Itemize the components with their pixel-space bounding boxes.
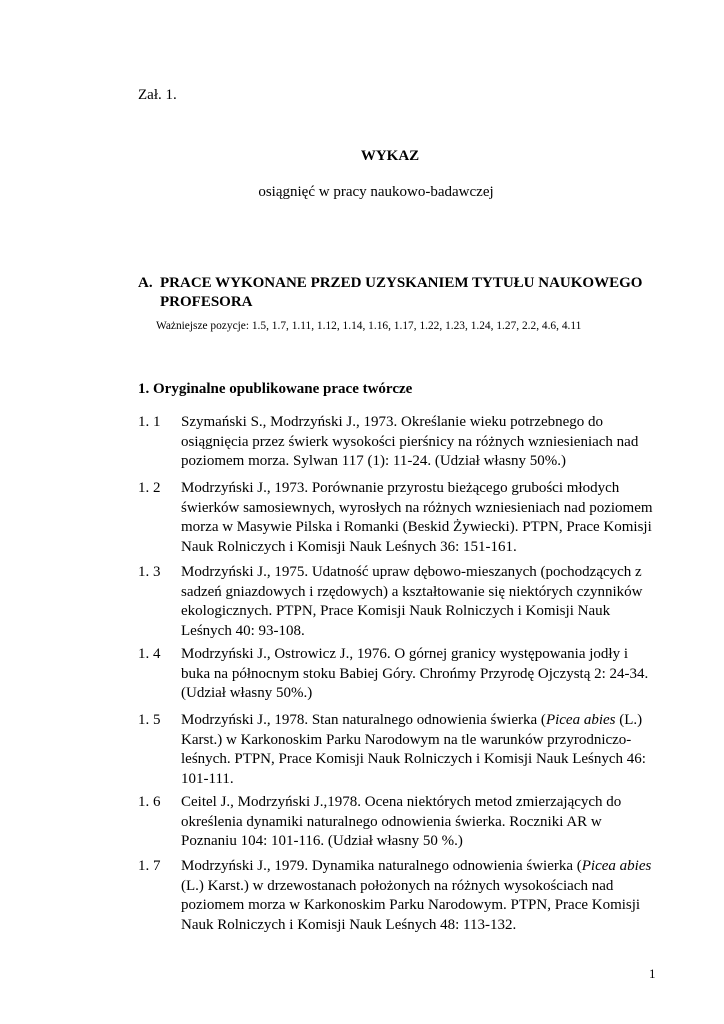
item-text: Modrzyński J., 1973. Porównanie przyrostu bieżącego grubości młodych świerków samosiewnych, wyrosłych na różnych wzniesieniach nad poziomem morza w Masywie Pilska i Romanki (Beskid Żywiecki). PTPN, Prace Komisji Nauk Rolniczych i Komisji Nauk Leśnych 36: 151-161. — [181, 480, 653, 555]
item-text: Ceitel J., Modrzyński J.,1978. Ocena niektórych metod zmierzających do określenia dynamiki naturalnego odnowienia świerka. Roczniki AR w Poznaniu 104: 101-116. (Udział własny 50 %.) — [181, 794, 622, 849]
item-number: 1. 3 — [138, 564, 161, 580]
item-number: 1. 7 — [138, 858, 161, 874]
item-text: Modrzyński J., Ostrowicz J., 1976. O górnej granicy występowania jodły i buka na północnym stoku Babiej Góry. Chrońmy Przyrodę Ojczystą 2: 24-34. (Udział własny 50%.) — [181, 646, 649, 701]
item-text: Modrzyński J., 1975. Udatność upraw dębowo-mieszanych (pochodzących z sadzeń gniazdowych i rzędowych) a kształtowanie się niektórych czynników ekologicznych. PTPN, Prace Komisji Nauk Rolniczych i Komisji Nauk Leśnych 40: 93-108. — [181, 564, 643, 639]
attachment-label: Zał. 1. — [138, 87, 177, 103]
list-item — [138, 413, 658, 472]
item-number: 1. 5 — [138, 712, 161, 728]
section-a-heading — [138, 274, 658, 312]
item-text: Modrzyński J., 1979. Dynamika naturalnego odnowienia świerka (Picea abies (L.) Karst.) w drzewostanach położonych na różnych wysokościach nad poziomem morza w Karkonoskim Parku Narodowym. PTPN, Prace Komisji Nauk Rolniczych i Komisji Nauk Leśnych 48: 113-132. — [181, 858, 652, 933]
list-item — [138, 563, 658, 641]
list-item — [138, 793, 658, 852]
section-letter: A. — [138, 275, 153, 291]
subsection-heading: 1. Oryginalne opublikowane prace twórcze — [138, 381, 413, 397]
item-text: Modrzyński J., 1978. Stan naturalnego odnowienia świerka (Picea abies (L.) Karst.) w Karkonoskim Parku Narodowym na tle warunków przyrodniczo-leśnych. PTPN, Prace Komisji Nauk Rolniczych i Komisji Nauk Leśnych 46: 101-111. — [181, 712, 646, 787]
item-text: Szymański S., Modrzyński J., 1973. Określanie wieku potrzebnego do osiągnięcia przez świerk wysokości pierśnicy na różnych wzniesieniach nad poziomem morza. Sylwan 117 (1): 11-24. (Udział własny 50%.) — [181, 414, 639, 469]
list-item — [138, 711, 658, 789]
item-number: 1. 6 — [138, 794, 161, 810]
list-item — [138, 645, 658, 704]
item-number: 1. 2 — [138, 480, 161, 496]
document-subtitle: osiągnięć w pracy naukowo-badawczej — [258, 184, 494, 200]
page-number: 1 — [649, 966, 656, 981]
list-item — [138, 479, 658, 557]
list-item — [138, 857, 658, 935]
item-number: 1. 4 — [138, 646, 161, 662]
item-number: 1. 1 — [138, 414, 161, 430]
important-items-note: Ważniejsze pozycje: 1.5, 1.7, 1.11, 1.12, 1.14, 1.16, 1.17, 1.22, 1.23, 1.24, 1.27, 2.2, 4.6, 4.11 — [156, 320, 582, 332]
document-title: WYKAZ — [360, 148, 420, 164]
section-title: PRACE WYKONANE PRZED UZYSKANIEM TYTUŁU NAUKOWEGO PROFESORA — [160, 275, 643, 310]
